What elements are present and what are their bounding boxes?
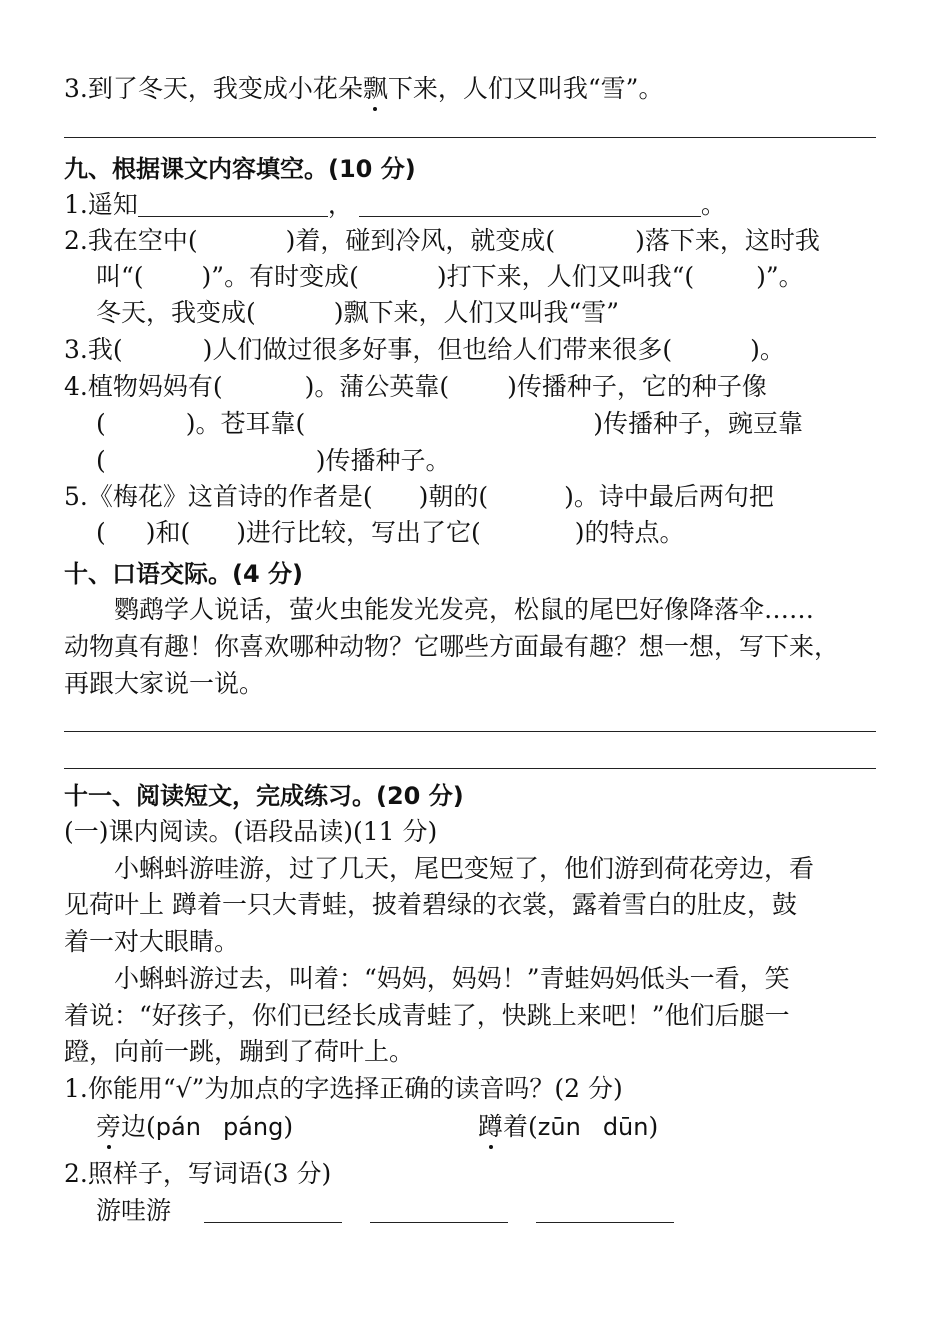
text: ) <box>283 1112 294 1141</box>
text: )传播种子，豌豆靠 <box>593 409 804 438</box>
text: ( <box>96 446 106 475</box>
dotted-char: 旁 <box>96 1110 121 1144</box>
s9-q4-line2 <box>96 407 803 441</box>
text: )”。有时变成( <box>201 262 359 291</box>
pinyin-option[interactable]: páng <box>222 1113 284 1141</box>
word-blank[interactable] <box>204 1222 342 1223</box>
text: )的特点。 <box>574 518 685 547</box>
text: )。诗中最后两句把 <box>564 482 774 511</box>
text: ( <box>96 409 106 438</box>
word-blank[interactable] <box>370 1222 508 1223</box>
s9-q4-line3 <box>96 444 451 478</box>
text: 叫“( <box>96 262 144 291</box>
word-example: 游哇游 <box>96 1196 172 1225</box>
text: )人们做过很多好事，但也给人们带来很多( <box>202 335 673 364</box>
s9-q3 <box>64 333 785 367</box>
comma: ， <box>327 190 353 219</box>
text: 着( <box>503 1112 538 1141</box>
answer-line[interactable] <box>64 137 876 138</box>
answer-line[interactable] <box>64 731 876 732</box>
question-number: 1. <box>64 190 88 219</box>
text: 4.植物妈妈有( <box>64 372 223 401</box>
text: )”。 <box>756 262 804 291</box>
q3-line <box>64 72 663 106</box>
passage-line: 小蝌蚪游过去，叫着：“妈妈，妈妈！”青蛙妈妈低头一看，笑 <box>114 964 790 993</box>
s9-q5-line2 <box>96 516 685 550</box>
section10-title: 十、口语交际。(4 分) <box>64 560 303 588</box>
text: 5.《梅花》这首诗的作者是( <box>64 482 373 511</box>
text: 冬天，我变成( <box>96 298 256 327</box>
word-blank[interactable] <box>536 1222 674 1223</box>
text: )飘下来，人们又叫我“雪” <box>333 298 620 327</box>
passage-line: 见荷叶上 蹲着一只大青蛙，披着碧绿的衣裳，露着雪白的肚皮，鼓 <box>64 890 797 919</box>
s10-paragraph-line1: 鹦鹉学人说话，萤火虫能发光发亮，松鼠的尾巴好像降落伞…… <box>114 595 815 624</box>
answer-line[interactable] <box>64 768 876 769</box>
s9-q2-line1 <box>64 224 820 258</box>
s10-paragraph-line2: 动物真有趣！你喜欢哪种动物？它哪些方面最有趣？想一想，写下来， <box>64 632 840 661</box>
text: 边( <box>121 1112 156 1141</box>
passage-line: 蹬，向前一跳，蹦到了荷叶上。 <box>64 1037 415 1066</box>
section11-title: 十一、阅读短文，完成练习。(20 分) <box>64 782 464 810</box>
text: )传播种子，它的种子像 <box>507 372 767 401</box>
text: )朝的( <box>418 482 489 511</box>
s11-q2: 2.照样子，写词语(3 分) <box>64 1159 332 1188</box>
text: )。蒲公英靠( <box>304 372 450 401</box>
s9-q2-line2 <box>96 260 804 294</box>
text: )传播种子。 <box>315 446 451 475</box>
period: 。 <box>700 190 726 219</box>
s11-subtitle: (一)课内阅读。(语段品读)(11 分) <box>64 817 438 846</box>
text: )打下来，人们又叫我“( <box>436 262 695 291</box>
pinyin-option[interactable]: zūn <box>537 1113 581 1141</box>
text: )和( <box>145 518 191 547</box>
text: )落下来，这时我 <box>635 226 820 255</box>
section9-title: 九、根据课文内容填空。(10 分) <box>64 155 416 183</box>
s9-q5-line1 <box>64 480 774 514</box>
passage-line: 着说：“好孩子，你们已经长成青蛙了，快跳上来吧！”他们后腿一 <box>64 1001 790 1030</box>
s9-q2-line3 <box>96 296 619 330</box>
text: 3.我( <box>64 335 123 364</box>
s11-q1: 1.你能用“√”为加点的字选择正确的读音吗？(2 分) <box>64 1074 623 1103</box>
fill-blank[interactable] <box>138 190 328 217</box>
q3-text-pre: 到了冬天，我变成小花朵 <box>87 74 363 103</box>
text: )进行比较，写出了它( <box>236 518 481 547</box>
text: ( <box>96 518 106 547</box>
fill-blank[interactable] <box>359 190 701 217</box>
text: )。苍耳靠( <box>185 409 306 438</box>
text: 2.我在空中( <box>64 226 198 255</box>
s10-paragraph-line3: 再跟大家说一说。 <box>64 669 265 698</box>
dotted-char: 飘 <box>363 72 388 106</box>
s9-q1 <box>64 188 726 222</box>
q3-text-post: 下来，人们又叫我“雪”。 <box>387 74 664 103</box>
pinyin-option[interactable]: pán <box>155 1113 201 1141</box>
pinyin-choice-a <box>96 1110 293 1144</box>
text: )着，碰到冷风，就变成( <box>285 226 556 255</box>
pinyin-option[interactable]: dūn <box>602 1113 649 1141</box>
dotted-char: 蹲 <box>478 1110 503 1144</box>
question-number: 3. <box>64 74 88 103</box>
passage-line: 小蝌蚪游哇游，过了几天，尾巴变短了，他们游到荷花旁边，看 <box>114 854 815 883</box>
pinyin-choice-b <box>478 1110 658 1144</box>
passage-line: 着一对大眼睛。 <box>64 927 240 956</box>
s9-q4-line1 <box>64 370 767 404</box>
text: ) <box>648 1112 659 1141</box>
text: )。 <box>750 335 785 364</box>
poem-prefix: 遥知 <box>87 190 138 219</box>
